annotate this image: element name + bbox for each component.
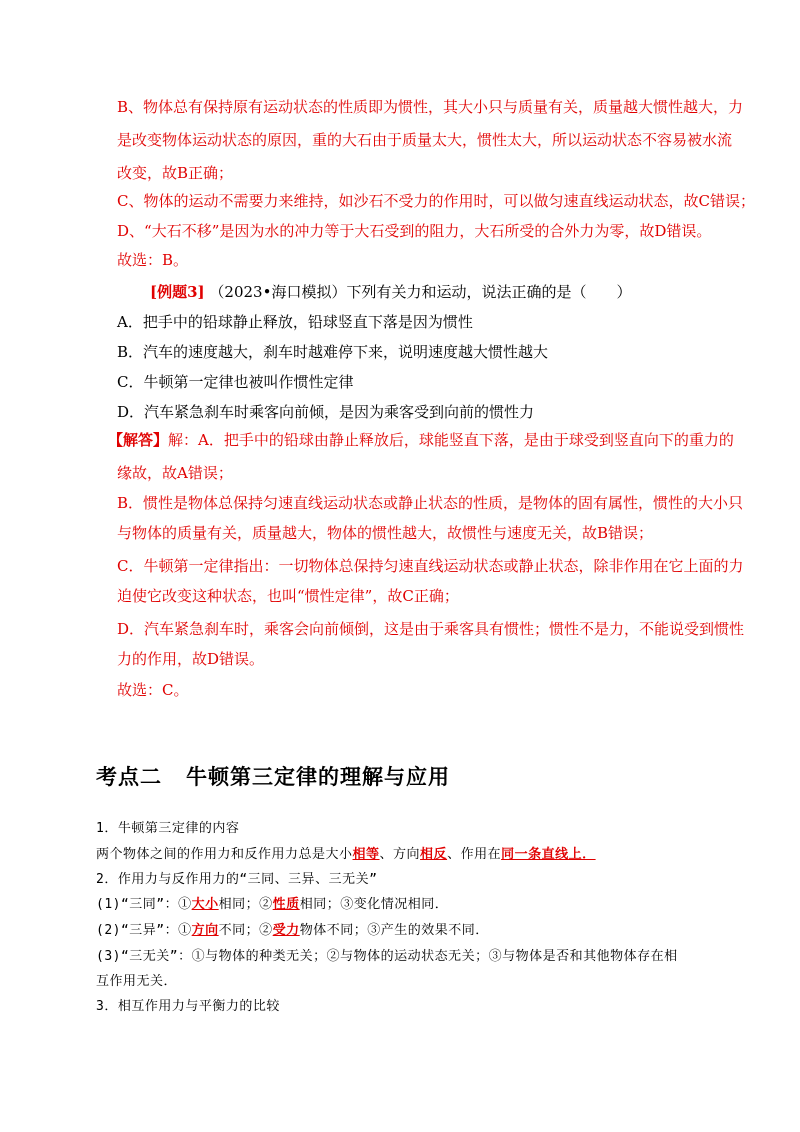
sub2-text-b: 不同；②	[218, 923, 273, 938]
example3-tag: [例题3]	[150, 283, 205, 301]
highlight-magnitude: 大小	[191, 897, 219, 912]
sub1-text-c: 相同；③变化情况相同．	[299, 897, 449, 912]
item1-text-b: 、方向	[379, 847, 421, 862]
item1-text-c: 、作用在	[447, 847, 502, 862]
highlight-nature: 性质	[272, 897, 300, 912]
example3-question: （2023•海口模拟）下列有关力和运动，说法正确的是（ ）	[209, 283, 632, 301]
section-title: 牛顿第三定律的理解与应用	[186, 765, 450, 789]
solution-d-line: D、“大石不移”是因为水的冲力等于大石受到的阻力，大石所受的合外力为零，故D错误。	[117, 222, 712, 240]
solution-d-line-b: 力的作用，故D错误。	[117, 650, 265, 668]
answer-prev: 故选：B。	[117, 251, 189, 269]
highlight-opposite: 相反	[420, 847, 448, 862]
item1-text-a: 两个物体之间的作用力和反作用力总是大小	[96, 847, 353, 862]
sub2-text-c: 物体不同；③产生的效果不同．	[299, 923, 489, 938]
example3-header	[150, 282, 631, 302]
option-b: B．汽车的速度越大，刹车时越难停下来，说明速度越大惯性越大	[117, 343, 549, 361]
option-a: A．把手中的铅球静止释放，铅球竖直下落是因为惯性	[117, 313, 473, 331]
solution-b-line-b: 与物体的质量有关，质量越大，物体的惯性越大，故惯性与速度无关，故B错误；	[117, 524, 654, 542]
highlight-equal: 相等	[352, 847, 380, 862]
item3-title: 3．相互作用力与平衡力的比较	[96, 999, 280, 1014]
option-c: C．牛顿第一定律也被叫作惯性定律	[117, 373, 354, 391]
sub2-line	[96, 922, 489, 940]
item2-title: 2．作用力与反作用力的“三同、三异、三无关”	[96, 872, 378, 887]
section-number: 考点二	[96, 765, 162, 789]
solution-a-line-1	[108, 430, 734, 450]
item1-text	[96, 846, 596, 864]
item1-title: 1．牛顿第三定律的内容	[96, 821, 240, 836]
solution-b-line-3: 改变，故B正确；	[117, 164, 234, 182]
solution-b-line-1: B、物体总有保持原有运动状态的性质即为惯性，其大小只与质量有关，质量越大惯性越大，力	[117, 98, 744, 116]
sub1-text-a: (1)“三同”：①	[96, 897, 192, 912]
sub2-text-a: (2)“三异”：①	[96, 923, 192, 938]
solution-c-line: C、物体的运动不需要力来维持，如沙石不受力的作用时，可以做匀速直线运动状态，故C错误；	[117, 192, 755, 210]
sub1-line	[96, 896, 448, 914]
answer-example3: 故选：C。	[117, 681, 189, 699]
solution-b-line-2: 是改变物体运动状态的原因，重的大石由于质量太大，惯性太大，所以运动状态不容易被水流	[117, 131, 733, 149]
sub3-line-2: 互作用无关．	[96, 974, 178, 989]
solution-b-line-a: B．惯性是物体总保持匀速直线运动状态或静止状态的性质，是物体的固有属性，惯性的大小只	[117, 494, 744, 512]
sub3-line-1: (3)“三无关”：①与物体的种类无关；②与物体的运动状态无关；③与物体是否和其他物体存在相	[96, 949, 678, 964]
solution-c-line-b: 迫使它改变这种状态，也叫“惯性定律”，故C正确；	[117, 587, 459, 605]
solution-a-line-2: 缘故，故A错误；	[117, 464, 233, 482]
solution-d-line-a: D．汽车紧急刹车时，乘客会向前倾倒，这是由于乘客具有惯性；惯性不是力，不能说受到惯性	[117, 620, 745, 638]
highlight-force-receiving: 受力	[272, 923, 300, 938]
sub1-text-b: 相同；②	[218, 897, 273, 912]
solution-tag: 【解答】	[108, 431, 169, 449]
option-d: D．汽车紧急刹车时乘客向前倾，是因为乘客受到向前的惯性力	[117, 403, 535, 421]
solution-a-text-1: 解：A．把手中的铅球由静止释放后，球能竖直下落，是由于球受到竖直向下的重力的	[168, 431, 734, 449]
highlight-direction: 方向	[191, 923, 219, 938]
solution-c-line-a: C．牛顿第一定律指出：一切物体总保持匀速直线运动状态或静止状态，除非作用在它上面的力	[117, 557, 744, 575]
section-heading	[96, 761, 450, 791]
highlight-same-line: 同一条直线上．	[501, 847, 596, 862]
